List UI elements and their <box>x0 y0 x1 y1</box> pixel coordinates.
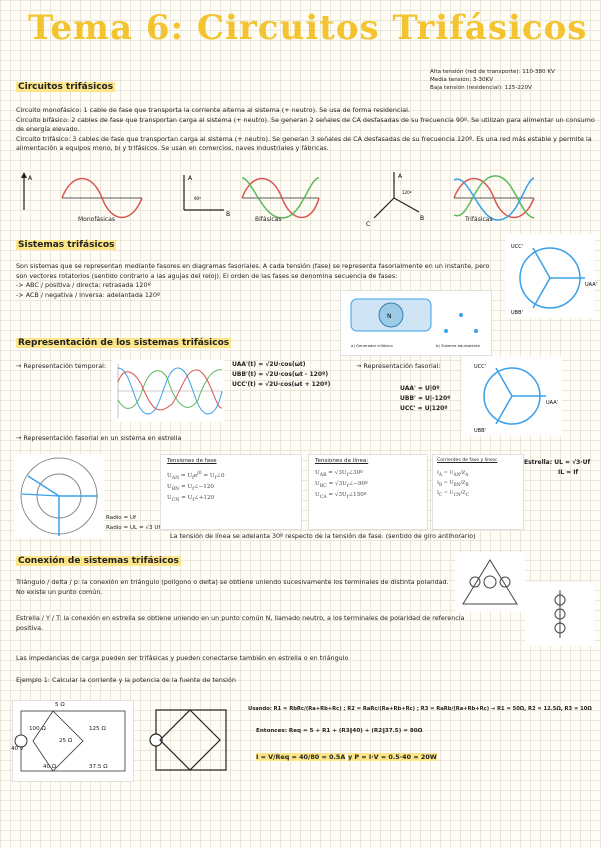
svg-text:C: C <box>366 221 371 228</box>
equivalent-circuit <box>140 700 240 780</box>
svg-text:A: A <box>188 175 193 182</box>
seq-positiva: -> ABC / positiva / directa: retrasada 120º <box>16 281 151 290</box>
svg-text:120º: 120º <box>402 190 412 195</box>
eq-ucc: UCC'(t) = √2U·cos(ωt + 120º) <box>232 381 331 388</box>
r-100: 100 Ω <box>29 726 46 732</box>
panel-linea-title: Tensiones de línea: <box>315 458 369 464</box>
r-25: 25 Ω <box>59 738 73 744</box>
svg-text:B: B <box>226 211 231 218</box>
section-heading-representacion: Representación de los sistemas trifásicos <box>18 338 230 348</box>
panel-tensiones-linea <box>308 454 428 530</box>
caption-equivalente: b) Sistema equivalente <box>436 343 481 348</box>
r-37-5: 37.5 Ω <box>89 764 108 770</box>
svg-text:90º: 90º <box>194 196 201 201</box>
r-40: 40 Ω <box>43 764 57 770</box>
panel-fase-eqs: $U_{AN} = U_fe^{j0}$ = $U_f\angle 0$ $U_{BN}$ = $U_f\angle-120$ $U_{CN}$ = $U_f\angle+120$ <box>167 471 225 504</box>
monofasica-diagram <box>21 172 142 218</box>
panel-corrientes <box>432 454 524 530</box>
eq-fcc: UCC' = U|120º <box>400 405 448 412</box>
svg-text:UCC': UCC' <box>511 244 524 250</box>
para-monofasico: Circuito monofásico: 1 cable de fase que transporta la corriente alterna al sistema (+ neutro). Se usa de forma residencial. <box>16 106 410 114</box>
phasor-equations <box>400 384 451 414</box>
eq-fbb: UBB' = U|-120º <box>400 395 451 402</box>
ejemplo-title: Ejemplo 1: Calcular la corriente y la potencia de la fuente de tensión <box>16 676 236 684</box>
svg-text:UBB': UBB' <box>511 310 523 316</box>
eq-faa: UAA' = U|0º <box>400 385 440 392</box>
radio-ul: Radio = UL = √3 Uf <box>106 525 161 531</box>
radio-uf: Radio = Uf <box>106 515 137 521</box>
section-heading-circuitos: Circuitos trifásicos <box>18 82 114 92</box>
caption-generador: a) Generador trifásico <box>351 343 393 348</box>
v-40: 40 V <box>11 746 24 752</box>
svg-text:A: A <box>28 175 33 182</box>
generator-figure <box>340 290 492 356</box>
para-trifasico: Circuito trifásico: 3 cables de fase que transportan carga al sistema (+ neutro). Se generan 3 señales de CA desfasadas de su frecuencia 120º. Es una red más estable y permite la alimentación a equipos mono, bi y trifásicos. Se usan en comercios, naves industriales y fábricas. <box>16 134 592 153</box>
panel-tensiones-fase <box>160 454 302 530</box>
svg-text:UAA': UAA' <box>546 400 559 406</box>
estrella-rel-current: IL = If <box>558 469 579 476</box>
label-temporal: → Representación temporal: <box>16 362 107 370</box>
para-bifasico: Circuito bifásico: 2 cables de fase que transportan carga al sistema (+ neutro). Se generan 2 señales de CA desfasadas de su frecuencia 90º. Se utilizan para alimentar un consumo de energía elevado. <box>16 115 595 134</box>
note-adelanto: La tensión de línea se adelanta 30º respecto de la tensión de fase. (sentido de giro antihorario) <box>170 532 476 540</box>
solution-step-2: Entonces: Req = 5 + R1 + (R3‖40) + (R2‖37.5) = 80Ω <box>256 728 423 734</box>
label-fasorial: → Representación fasorial: <box>356 362 441 370</box>
phasor-diagram-1 <box>505 234 598 318</box>
svg-text:B: B <box>420 215 425 222</box>
trifasica-diagram <box>366 172 534 228</box>
section-heading-conexion: Conexión de sistemas trifásicos <box>18 556 179 566</box>
voltage-high: Alta tensión (red de transporte): 110-380 KV <box>430 69 555 75</box>
label-bifasicas: Bifásicas <box>255 216 282 223</box>
page-title: Tema 6: Circuitos Trifásicos <box>28 8 588 48</box>
para-estrella: Estrella / Y / T: la conexión en estrella se obtiene uniendo en un punto común N, llamado neutro, a los terminales de polaridad de referencia positiva. <box>16 614 465 632</box>
voltage-levels <box>430 68 600 92</box>
delta-connection-figure <box>455 552 525 612</box>
para-triangulo: Triángulo / delta / p: la conexión en triángulo (polígono o delta) se obtiene uniendo sucesivamente los terminales de distinta polaridad. No existe un punto común. <box>16 578 449 596</box>
bifasica-diagram <box>184 175 319 218</box>
svg-text:N: N <box>387 313 392 320</box>
phasor-diagram-2 <box>462 356 562 436</box>
estrella-rel-voltage: Estrella: UL = √3·Uf <box>524 459 591 466</box>
panel-corrientes-title: Corrientes de fase y línea: <box>437 458 498 463</box>
temporal-equations <box>232 360 330 390</box>
example-circuit <box>12 700 134 782</box>
r-125: 125 Ω <box>89 726 106 732</box>
temporal-plot <box>112 360 224 422</box>
svg-text:A: A <box>398 173 403 180</box>
eq-uaa: UAA'(t) = √2U·cos(ωt) <box>232 361 306 368</box>
seq-negativa: -> ACB / negativa / inversa: adelantada 120º <box>16 290 161 299</box>
label-monofasicas: Monofásicas <box>78 216 116 223</box>
svg-text:UCC': UCC' <box>474 364 487 370</box>
r-5: 5 Ω <box>55 702 65 708</box>
solution-power: y P = I·V = 0.5·40 = 20W <box>348 753 437 761</box>
para-sistemas: Son sistemas que se representan mediante fasores en diagramas fasoriales. A cada tensión (fase) se representa fasorialmente en un instante, pero son vectores rotatorios (sentido contrario a las agujas del reloj). El orden de las fases se denomina secuencia de fases: <box>16 262 490 280</box>
panel-fase-title: Tensiones de fase <box>167 458 217 464</box>
solution-step-1: Usando: R1 = RbRc/(Ra+Rb+Rc) ; R2 = RaRc/(Ra+Rb+Rc) ; R3 = RaRb/(Ra+Rb+Rc) → R1 = 50Ω, R2 = 12.5Ω, R3 = 10Ω <box>248 706 592 712</box>
para-impedancias: Las impedancias de carga pueden ser trifásicas y pueden conectarse también en estrella o en triángulo <box>16 654 349 662</box>
panel-corrientes-eqs: $I_A = U_{AN}/Z_A$ $I_B = U_{BN}/Z_B$ $I_C = U_{CN}/Z_C$ <box>437 470 469 497</box>
label-trifasicas: Trifásicas <box>465 216 493 223</box>
section-heading-sistemas: Sistemas trifásicos <box>18 240 115 250</box>
star-phasor-diagram <box>14 454 104 538</box>
eq-ubb: UBB'(t) = √2U·cos(ωt - 120º) <box>232 371 329 378</box>
star-connection-figure <box>525 582 595 646</box>
solution-current: I = V/Req = 40/80 = 0.5A <box>256 753 346 761</box>
panel-linea-eqs: $U_{AB}$ = $√3U_f\angle 30º$ $U_{BC}$ = $√3U_f\angle-90º$ $U_{CA}$ = $√3U_f\angle 150º$ <box>315 470 368 501</box>
estrella-relation <box>524 458 598 478</box>
svg-text:UBB': UBB' <box>474 428 486 434</box>
voltage-medium: Media tensión: 3-30KV <box>430 77 494 83</box>
svg-text:UAA': UAA' <box>585 282 598 288</box>
section-circuitos-text <box>16 106 596 154</box>
label-estrella: → Representación fasorial en un sistema en estrella <box>16 434 182 442</box>
voltage-low: Baja tensión (residencial): 125-220V <box>430 85 532 91</box>
